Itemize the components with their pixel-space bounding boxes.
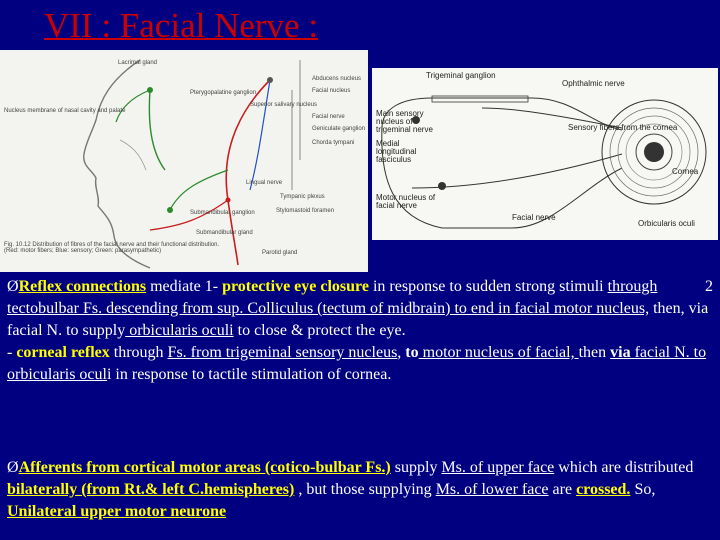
diagram-label: Chorda tympani [312,140,355,146]
corneal-reflex-diagram [372,68,718,240]
diagram-caption: Fig. 10.12 Distribution of fibres of the facial nerve and their functional distribution. (Red: motor fibers; Blue: sensory; Green: parasympathetic) [4,242,220,254]
heading-reflex-connections: Reflex connections [18,278,147,295]
diagram-label: Main sensory nucleus of trigeminal nerve [376,109,433,134]
reflex-paragraph: 2 ØReflex connections mediate 1- protective eye closure in response to sudden strong stimuli through tectobulbar Fs. descending from sup. Colliculus (tectum of midbrain) to end in facial motor nucleus, then, via facial N. to supply orbicularis oculi to close & protect the eye. - corneal reflex through Fs. from trigeminal sensory nucleus, to motor nucleus of facial, then via facial N. to orbicularis oculi in response to tactile stimulation of cornea. [7,278,713,383]
diagram-label: Facial nerve [512,213,556,222]
diagram-label: Orbicularis oculi [638,219,695,228]
diagram-label: Facial nerve [312,114,345,120]
diagram-label: Medial longitudinal fasciculus [376,139,417,164]
head-outline-drawing [0,50,368,272]
page-title: VII : Facial Nerve : [44,6,319,45]
afferents-paragraph: ØAfferents from cortical motor areas (cotico-bulbar Fs.) supply Ms. of upper face which are distributed bilaterally (from Rt.& left C.hemispheres) , but those supplying Ms. of lower face are crossed. So, Unilateral upper motor neurone [7,459,694,520]
heading-afferents: Afferents from cortical motor areas (cotico-bulbar Fs.) [18,459,391,476]
bullet-arrow-icon: Ø [7,278,19,295]
heading-corneal-reflex: corneal reflex [16,344,110,361]
diagram-label: Geniculate ganglion [312,126,366,132]
diagram-label: Cornea [672,167,699,176]
diagram-label: Submandibular gland [196,230,253,236]
diagram-label: Ophthalmic nerve [562,79,625,88]
diagram-label: Sensory fibers from the cornea [568,123,678,132]
diagram-label: Abducens nucleus [312,76,362,82]
diagram-label: Superior salivary nucleus [250,102,318,108]
diagram-label: Facial nucleus [312,88,351,94]
diagram-label: Stylomastoid foramen [276,208,335,214]
diagram-label: Tympanic plexus [280,194,325,200]
diagram-label: Pterygopalatine ganglion [190,90,257,96]
diagram-label: Trigeminal ganglion [426,71,496,80]
diagram-label: Lacrimal gland [118,60,158,66]
reference-number: 2 [705,278,713,295]
diagram-label: Submandibular ganglion [190,210,255,216]
diagram-label: Motor nucleus of facial nerve [376,193,436,210]
diagram-label: Nucleus membrane of nasal cavity and palate [4,108,126,114]
facial-nerve-distribution-diagram [0,50,368,272]
diagram-label: Parotid gland [262,250,298,256]
bullet-arrow-icon: Ø [7,459,19,476]
diagram-label: Lingual nerve [246,180,283,186]
